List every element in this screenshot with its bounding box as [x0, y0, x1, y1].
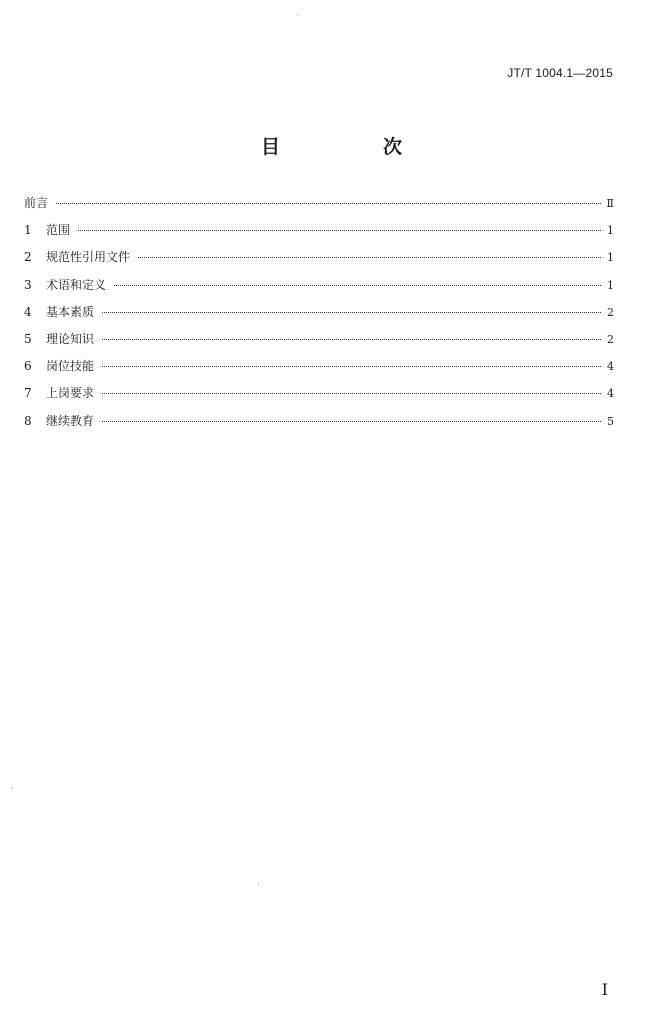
toc-entry-label: 理论知识	[46, 331, 95, 346]
dot-leader	[138, 257, 601, 258]
scan-speck	[297, 14, 298, 15]
toc-entry-label: 岗位技能	[46, 359, 95, 374]
toc-entry-number: 4	[24, 304, 32, 319]
toc-entry-label: 上岗要求	[46, 386, 95, 401]
dot-leader	[102, 339, 601, 340]
scan-speck	[258, 883, 259, 884]
toc-entry-label: 规范性引用文件	[46, 250, 131, 265]
toc-list	[24, 194, 614, 439]
toc-entry-scope[interactable]	[24, 221, 614, 248]
toc-entry-number: 6	[24, 359, 32, 374]
toc-entry-label: 范围	[46, 223, 71, 238]
dot-leader	[102, 393, 601, 394]
toc-entry-basic-qualities[interactable]	[24, 303, 614, 330]
toc-entry-label: 继续教育	[46, 413, 95, 428]
toc-entry-page: 1	[607, 251, 614, 265]
toc-entry-page: 1	[607, 224, 614, 238]
toc-entry-number: 8	[24, 413, 32, 428]
standard-code: JT/T 1004.1—2015	[507, 66, 613, 80]
toc-entry-number: 7	[24, 386, 32, 401]
toc-entry-number: 3	[24, 277, 32, 292]
toc-entry-job-skills[interactable]	[24, 357, 614, 384]
toc-entry-label: 基本素质	[46, 304, 95, 319]
toc-entry-normative-references[interactable]	[24, 248, 614, 275]
toc-entry-terms-definitions[interactable]	[24, 276, 614, 303]
toc-entry-number: 5	[24, 331, 32, 346]
toc-entry-label: 术语和定义	[46, 277, 107, 292]
dot-leader	[56, 203, 601, 204]
toc-entry-foreword[interactable]	[24, 194, 614, 221]
toc-entry-number: 1	[24, 223, 32, 238]
toc-entry-page: Ⅱ	[606, 197, 614, 210]
dot-leader	[78, 230, 601, 231]
toc-entry-job-requirements[interactable]	[24, 384, 614, 411]
toc-entry-page: 4	[607, 387, 614, 401]
toc-entry-page: 4	[607, 360, 614, 374]
toc-entry-number: 2	[24, 250, 32, 265]
toc-entry-label: 前言	[24, 196, 49, 210]
dot-leader	[114, 285, 601, 286]
toc-entry-page: 2	[607, 305, 614, 319]
toc-entry-continuing-education[interactable]	[24, 412, 614, 439]
page-number: I	[601, 980, 608, 999]
toc-entry-page: 2	[607, 332, 614, 346]
dot-leader	[102, 312, 601, 313]
toc-title: 目 次	[260, 136, 444, 158]
toc-entry-page: 1	[607, 278, 614, 292]
toc-entry-page: 5	[607, 414, 614, 428]
scan-speck	[12, 787, 13, 788]
dot-leader	[102, 366, 601, 367]
dot-leader	[102, 421, 601, 422]
toc-entry-theoretical-knowledge[interactable]	[24, 330, 614, 357]
